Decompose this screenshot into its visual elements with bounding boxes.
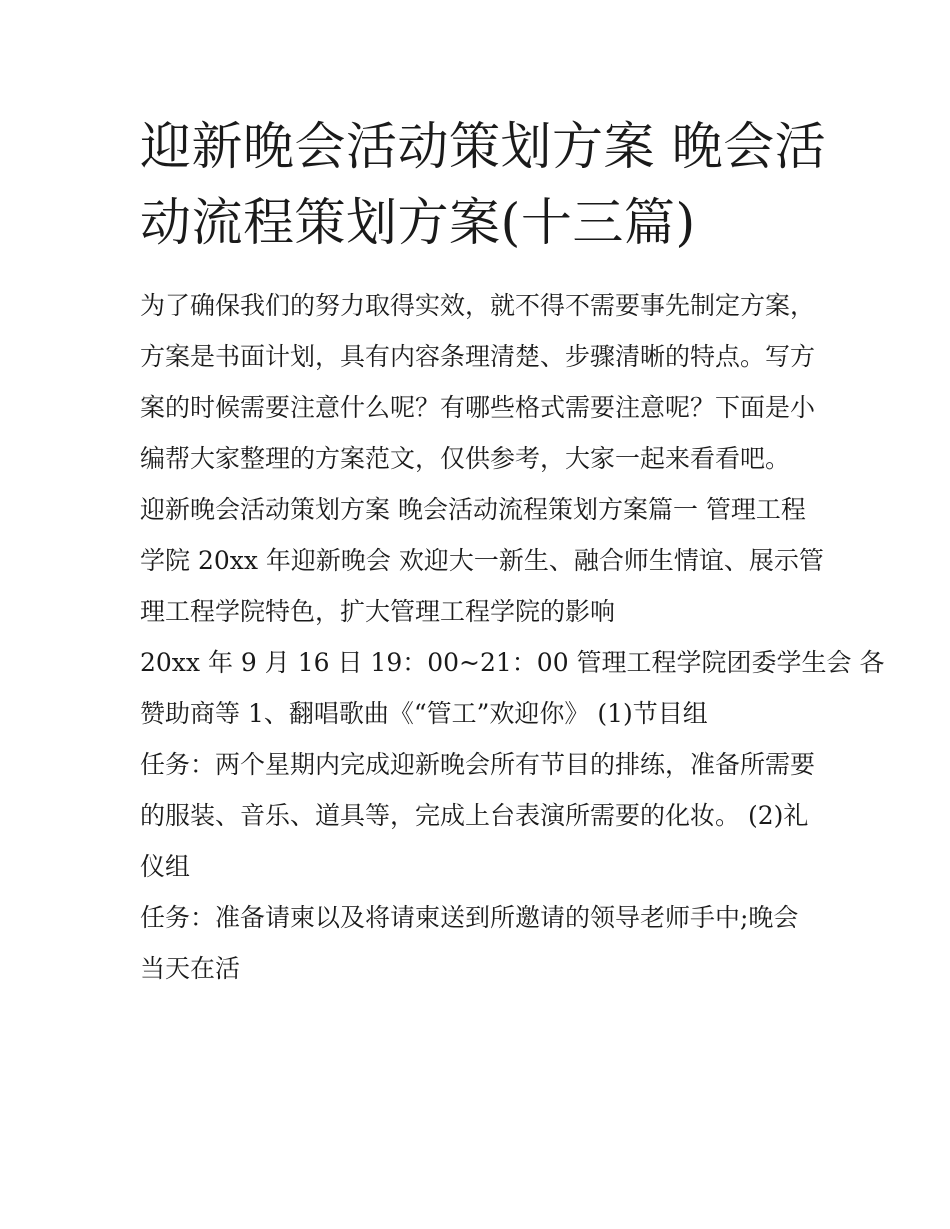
body-line: 当天在活 (140, 954, 241, 983)
document-body (140, 280, 885, 994)
body-line: 迎新晚会活动策划方案 晚会活动流程策划方案篇一 管理工程 (140, 495, 806, 524)
body-line: 20xx 年 9 月 16 日 19：00~21：00 管理工程学院团委学生会 各 (140, 648, 885, 677)
body-line: 方案是书面计划，具有内容条理清楚、步骤清晰的特点。写方 (140, 342, 816, 371)
document-title (140, 110, 827, 262)
body-line: 案的时候需要注意什么呢？有哪些格式需要注意呢？下面是小 (140, 393, 816, 422)
body-line: 赞助商等 1、翻唱歌曲《“管工”欢迎你》 (1)节目组 (140, 699, 708, 728)
body-line: 编帮大家整理的方案范文，仅供参考，大家一起来看看吧。 (140, 444, 791, 473)
body-line: 任务：准备请柬以及将请柬送到所邀请的领导老师手中;晚会 (140, 903, 799, 932)
title-line: 迎新晚会活动策划方案 晚会活 (140, 118, 827, 177)
body-line: 仪组 (140, 852, 191, 881)
body-line: 的服装、音乐、道具等，完成上台表演所需要的化妆。 (2)礼 (140, 801, 809, 830)
title-line: 动流程策划方案(十三篇) (140, 194, 696, 253)
body-line: 理工程学院特色，扩大管理工程学院的影响 (140, 597, 616, 626)
body-line: 任务：两个星期内完成迎新晚会所有节目的排练，准备所需要 (140, 750, 816, 779)
body-line: 为了确保我们的努力取得实效，就不得不需要事先制定方案， (140, 291, 816, 320)
body-line: 学院 20xx 年迎新晚会 欢迎大一新生、融合师生情谊、展示管 (140, 546, 824, 575)
